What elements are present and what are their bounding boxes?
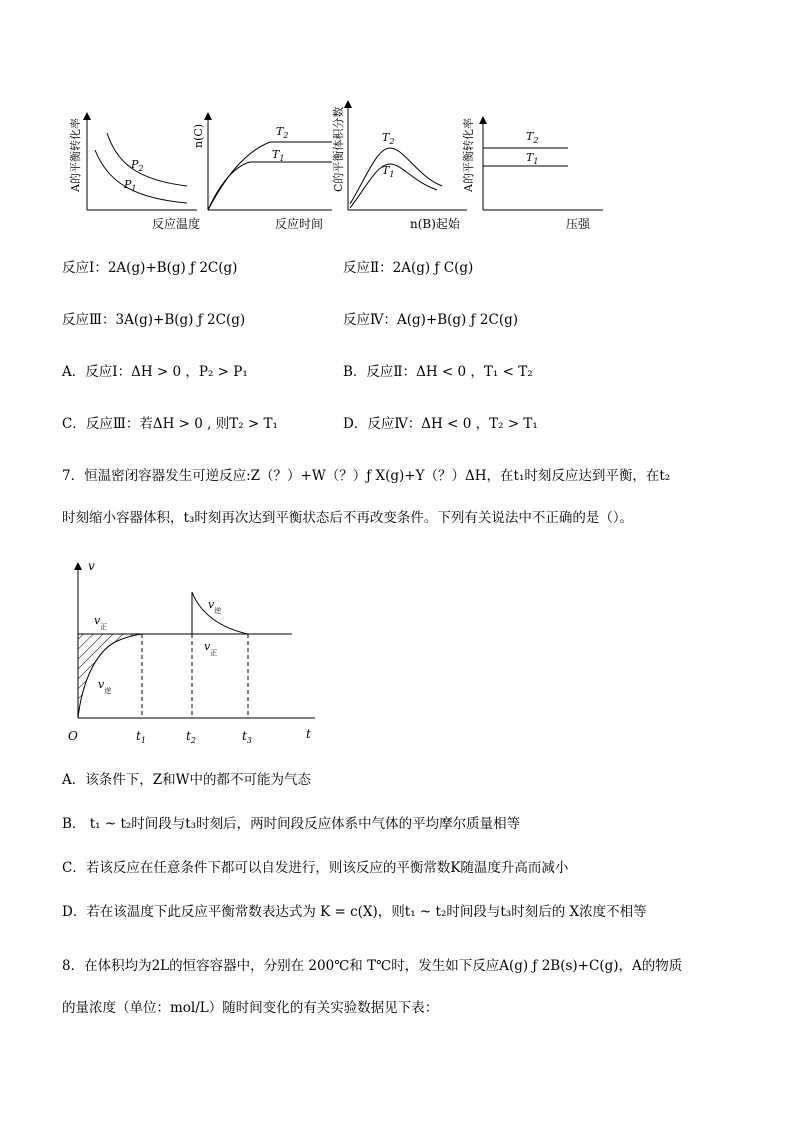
x-label: 压强 — [566, 217, 591, 231]
reaction-4: 反应Ⅳ：A(g)+B(g) ƒ 2C(g) — [343, 312, 518, 328]
label-t1: $T_1$ — [382, 164, 395, 179]
curve-p2 — [107, 133, 187, 186]
graph-conversion-vs-pressure — [458, 108, 608, 233]
q8-stem-line1: 8．在体积均为2L的恒容容器中，分别在 200℃和 T℃时，发生如下反应A(g) ƒ 2B(s)+C(g)，A的物质 — [62, 958, 683, 974]
label-t1: $T_1$ — [272, 148, 285, 163]
label-v-reverse-1: $v_逆$ — [98, 678, 112, 695]
q7-option-c[interactable]: C．若该反应在任意条件下都可以自发进行，则该反应的平衡常数K随温度升高而减小 — [62, 860, 569, 876]
graph-nc-vs-time — [190, 108, 340, 233]
label-v-forward-2: $v_正$ — [204, 640, 218, 657]
tick-t3: $t_3$ — [242, 729, 252, 745]
y-label: A的平衡转化率 — [69, 118, 82, 192]
q6-option-d[interactable]: D．反应Ⅳ：ΔH < 0 ，T₂ > T₁ — [343, 416, 538, 432]
q6-option-a[interactable]: A．反应Ⅰ：ΔH > 0 ，P₂ > P₁ — [62, 364, 248, 380]
y-label: A的平衡转化率 — [462, 118, 475, 192]
x-axis-label: t — [306, 727, 311, 741]
x-label: 反应时间 — [275, 217, 324, 231]
label-p2: $P_2$ — [131, 158, 144, 173]
q7-option-a[interactable]: A．该条件下，Z和W中的都不可能为气态 — [62, 772, 312, 788]
curve-t2 — [350, 148, 442, 204]
curve-p1 — [95, 150, 187, 203]
q6-option-c[interactable]: C．反应Ⅲ：若ΔH > 0 , 则T₂ > T₁ — [62, 416, 278, 432]
y-label: C的平衡体积分数 — [332, 106, 345, 192]
q7-stem-line2: 时刻缩小容器体积，t₃时刻再次达到平衡状态后不再改变条件。下列有关说法中不正确的是（）。 — [62, 510, 634, 526]
label-t2: $T_2$ — [526, 130, 539, 145]
tick-t2: $t_2$ — [186, 729, 196, 745]
label-t1: $T_1$ — [526, 151, 539, 166]
graph-conversion-vs-temperature — [62, 108, 202, 233]
graph-volume-fraction-vs-nb — [322, 86, 472, 233]
label-t2: $T_2$ — [276, 125, 289, 140]
y-label: n(C) — [192, 123, 205, 148]
curve-t1 — [208, 162, 332, 210]
q6-option-b[interactable]: B．反应Ⅱ：ΔH < 0 ，T₁ < T₂ — [343, 364, 533, 380]
hatched-region — [78, 634, 142, 718]
tick-t1: $t_1$ — [136, 729, 146, 745]
label-v-forward-1: $v_正$ — [94, 614, 108, 631]
reaction-1: 反应Ⅰ：2A(g)+B(g) ƒ 2C(g) — [62, 260, 238, 276]
label-v-reverse-2: $v_逆$ — [208, 598, 222, 615]
label-p1: $P_1$ — [124, 178, 137, 193]
x-label: 反应温度 — [152, 217, 201, 231]
label-t2: $T_2$ — [382, 131, 395, 146]
reaction-2: 反应Ⅱ：2A(g) ƒ C(g) — [343, 260, 474, 276]
q8-stem-line2: 的量浓度（单位：mol/L）随时间变化的有关实验数据见下表： — [62, 1000, 439, 1016]
origin-label: O — [68, 729, 78, 743]
y-axis-label: v — [88, 559, 95, 573]
q7-stem-line1: 7．恒温密闭容器发生可逆反应:Z（？）+W（？）ƒ X(g)+Y（？）ΔH，在t₁时刻反应达到平衡，在t₂ — [62, 468, 671, 484]
q7-option-d[interactable]: D．若在该温度下此反应平衡常数表达式为 K = c(X)，则t₁ ~ t₂时间段与t₃时刻后的 X浓度不相等 — [62, 904, 647, 920]
x-label: n(B)起始 — [410, 217, 460, 231]
q7-rate-time-graph — [60, 558, 330, 748]
q7-option-b[interactable]: B． t₁ ~ t₂时间段与t₃时刻后，两时间段反应体系中气体的平均摩尔质量相等 — [62, 816, 521, 832]
curve-t2 — [208, 142, 332, 210]
reaction-3: 反应Ⅲ：3A(g)+B(g) ƒ 2C(g) — [62, 312, 246, 328]
